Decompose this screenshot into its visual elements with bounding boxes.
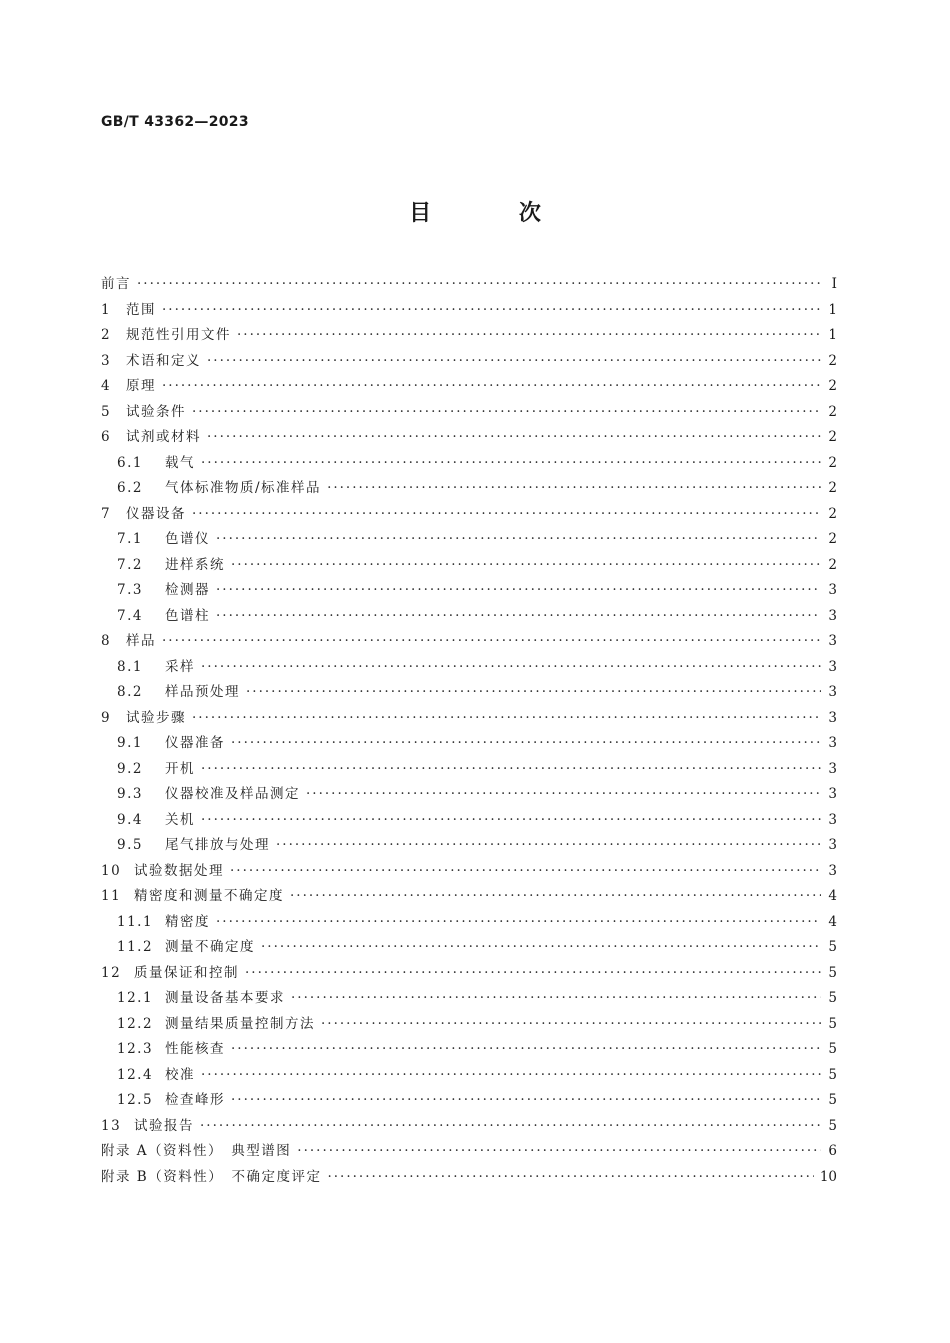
toc-entry-page: 2 — [828, 480, 837, 496]
toc-entry-number: 7.2 — [117, 556, 143, 573]
toc-entry[interactable] — [101, 451, 837, 477]
page-title: 目 次 — [409, 201, 581, 226]
toc-entry-page: 3 — [828, 862, 837, 879]
toc-entry[interactable] — [101, 425, 837, 451]
toc-entry-page: 3 — [828, 709, 837, 726]
toc-entry-number: 6.1 — [117, 454, 143, 471]
toc-entry-label: 精密度和测量不确定度 — [134, 888, 284, 904]
toc-dot-leader — [327, 1165, 813, 1191]
toc-dot-leader — [261, 935, 821, 961]
toc-entry-number: 9.5 — [117, 837, 143, 853]
toc-entry-page: 1 — [828, 301, 837, 318]
toc-entry-page: 3 — [828, 837, 837, 853]
toc-entry-page: 5 — [828, 939, 837, 955]
toc-entry-page: 3 — [828, 582, 837, 598]
toc-entry-label: 试验步骤 — [126, 709, 186, 726]
toc-entry-page: 5 — [828, 1015, 837, 1032]
toc-entry-page: 2 — [828, 352, 837, 369]
toc-entry-page: 2 — [828, 556, 837, 573]
toc-entry-label: 试验条件 — [126, 403, 186, 420]
toc-entry-label: 测量设备基本要求 — [165, 990, 285, 1006]
toc-dot-leader — [276, 833, 821, 859]
toc-entry[interactable] — [101, 680, 837, 706]
toc-entry[interactable] — [101, 298, 837, 324]
toc-entry-label: 精密度 — [165, 913, 210, 930]
toc-entry-page: 5 — [828, 990, 837, 1006]
toc-entry-page: 3 — [828, 811, 837, 828]
toc-entry-number: 9.4 — [117, 811, 143, 828]
toc-entry-number: 10 — [101, 862, 122, 879]
toc-entry-label: 气体标准物质/标准样品 — [165, 480, 322, 496]
toc-dot-leader — [216, 910, 821, 936]
toc-entry-page: 10 — [819, 1168, 837, 1185]
toc-entry[interactable] — [101, 655, 837, 681]
table-of-contents — [101, 272, 837, 1190]
toc-entry-page: 3 — [828, 760, 837, 777]
toc-entry[interactable] — [101, 782, 837, 808]
toc-entry-number: 7.4 — [117, 607, 143, 624]
toc-entry-number: 6.2 — [117, 480, 143, 496]
toc-entry-number: 8.1 — [117, 658, 143, 675]
toc-dot-leader — [216, 604, 821, 630]
toc-entry-page: 3 — [828, 658, 837, 675]
toc-entry[interactable] — [101, 272, 837, 298]
toc-entry-label: 原理 — [126, 378, 156, 394]
toc-entry[interactable] — [101, 629, 837, 655]
toc-entry-page: 3 — [828, 786, 837, 802]
toc-entry[interactable] — [101, 400, 837, 426]
toc-entry-number: 9.1 — [117, 735, 143, 751]
toc-dot-leader — [207, 425, 821, 451]
toc-dot-leader — [230, 859, 821, 885]
toc-entry-number: 13 — [101, 1117, 122, 1134]
toc-dot-leader — [207, 349, 821, 375]
toc-entry[interactable] — [101, 986, 837, 1012]
toc-entry[interactable] — [101, 884, 837, 910]
toc-entry[interactable] — [101, 706, 837, 732]
toc-entry-number: 11.1 — [117, 913, 154, 930]
toc-entry-label: 样品预处理 — [165, 684, 240, 700]
toc-dot-leader — [290, 884, 821, 910]
toc-entry-label: 前言 — [101, 276, 131, 292]
toc-entry-number: 9 — [101, 709, 112, 726]
toc-entry[interactable] — [101, 1012, 837, 1038]
toc-dot-leader — [201, 451, 821, 477]
toc-entry-label: 仪器准备 — [165, 735, 225, 751]
toc-entry-page: 3 — [828, 735, 837, 751]
toc-entry-number: 7 — [101, 505, 112, 522]
toc-entry[interactable] — [101, 910, 837, 936]
toc-dot-leader — [216, 527, 821, 553]
toc-entry-number: 4 — [101, 378, 112, 394]
toc-entry-number: 8.2 — [117, 684, 143, 700]
toc-entry[interactable] — [101, 604, 837, 630]
toc-dot-leader — [137, 272, 821, 298]
toc-dot-leader — [201, 1063, 821, 1089]
toc-entry-number: 6 — [101, 429, 112, 445]
toc-entry-label: 测量结果质量控制方法 — [165, 1015, 315, 1032]
toc-dot-leader — [231, 731, 821, 757]
toc-entry-page: 5 — [828, 1066, 837, 1083]
toc-dot-leader — [192, 706, 821, 732]
toc-entry[interactable] — [101, 1037, 837, 1063]
toc-entry-label: 尾气排放与处理 — [165, 837, 270, 853]
toc-entry[interactable] — [101, 1114, 837, 1140]
toc-entry-number: 12 — [101, 964, 122, 981]
toc-entry-number: 7.3 — [117, 582, 143, 598]
toc-entry[interactable] — [101, 833, 837, 859]
toc-entry-number: 12.2 — [117, 1015, 154, 1032]
toc-entry-label: 色谱仪 — [165, 531, 210, 547]
toc-entry-number: 11 — [101, 888, 122, 904]
toc-entry-label: 试验数据处理 — [134, 862, 224, 879]
toc-entry[interactable] — [101, 1088, 837, 1114]
toc-entry-label: 质量保证和控制 — [134, 964, 239, 981]
toc-entry-label: 仪器设备 — [126, 505, 186, 522]
toc-entry-page: 6 — [828, 1143, 837, 1159]
toc-entry-page: 2 — [828, 403, 837, 420]
toc-entry[interactable] — [101, 502, 837, 528]
toc-entry-page: 5 — [828, 1041, 837, 1057]
toc-entry-label: 色谱柱 — [165, 607, 210, 624]
toc-entry[interactable] — [101, 374, 837, 400]
toc-dot-leader — [231, 1088, 821, 1114]
toc-entry-number: 8 — [101, 633, 112, 649]
toc-dot-leader — [201, 655, 821, 681]
toc-entry-label: 仪器校准及样品测定 — [165, 786, 300, 802]
toc-dot-leader — [231, 553, 821, 579]
toc-entry[interactable] — [101, 757, 837, 783]
toc-entry-page: 4 — [828, 913, 837, 930]
toc-entry-number: 1 — [101, 301, 112, 318]
toc-entry-number: 7.1 — [117, 531, 143, 547]
toc-dot-leader — [321, 1012, 821, 1038]
toc-dot-leader — [192, 400, 821, 426]
toc-entry-number: 12.3 — [117, 1041, 154, 1057]
toc-entry[interactable] — [101, 1063, 837, 1089]
toc-dot-leader — [246, 680, 821, 706]
toc-entry-page: 3 — [828, 684, 837, 700]
toc-dot-leader — [231, 1037, 821, 1063]
toc-entry-number: 5 — [101, 403, 112, 420]
toc-entry-number: 3 — [101, 352, 112, 369]
toc-entry-page: 2 — [828, 505, 837, 522]
toc-dot-leader — [201, 808, 821, 834]
toc-entry[interactable] — [101, 859, 837, 885]
toc-entry-number: 11.2 — [117, 939, 154, 955]
toc-entry-number: 9.3 — [117, 786, 143, 802]
toc-entry-page: 2 — [828, 454, 837, 471]
toc-entry-number: 12.1 — [117, 990, 154, 1006]
toc-entry[interactable] — [101, 1139, 837, 1165]
toc-entry[interactable] — [101, 349, 837, 375]
toc-entry-label: 关机 — [165, 811, 195, 828]
toc-entry-page: 2 — [828, 531, 837, 547]
toc-entry-label: 附录 A（资料性） 典型谱图 — [101, 1143, 292, 1159]
toc-entry-label: 测量不确定度 — [165, 939, 255, 955]
toc-entry-label: 试验报告 — [134, 1117, 194, 1134]
toc-entry-label: 检查峰形 — [165, 1092, 225, 1108]
toc-entry-number: 2 — [101, 327, 112, 343]
toc-dot-leader — [245, 961, 821, 987]
toc-entry-label: 试剂或材料 — [126, 429, 201, 445]
toc-entry-number: 12.4 — [117, 1066, 154, 1083]
toc-entry-label: 性能核查 — [165, 1041, 225, 1057]
toc-entry-number: 12.5 — [117, 1092, 154, 1108]
toc-dot-leader — [162, 298, 821, 324]
toc-entry-page: 2 — [828, 429, 837, 445]
toc-dot-leader — [162, 374, 821, 400]
toc-entry-page: 4 — [828, 888, 837, 904]
toc-dot-leader — [192, 502, 821, 528]
toc-entry-label: 进样系统 — [165, 556, 225, 573]
standard-code: GB/T 43362—2023 — [101, 114, 249, 130]
toc-entry-label: 采样 — [165, 658, 195, 675]
toc-entry[interactable] — [101, 527, 837, 553]
toc-dot-leader — [200, 1114, 821, 1140]
toc-entry[interactable] — [101, 553, 837, 579]
toc-entry-page: 3 — [828, 633, 837, 649]
toc-dot-leader — [216, 578, 821, 604]
toc-entry-number: 9.2 — [117, 760, 143, 777]
toc-entry-page: Ⅰ — [831, 276, 837, 292]
toc-dot-leader — [201, 757, 821, 783]
toc-entry[interactable] — [101, 808, 837, 834]
toc-entry-page: 2 — [828, 378, 837, 394]
toc-dot-leader — [162, 629, 821, 655]
toc-entry[interactable] — [101, 1165, 837, 1191]
toc-dot-leader — [297, 1139, 821, 1165]
toc-entry-page: 3 — [828, 607, 837, 624]
toc-entry[interactable] — [101, 323, 837, 349]
toc-entry-label: 附录 B（资料性） 不确定度评定 — [101, 1168, 322, 1185]
toc-entry-page: 5 — [828, 1092, 837, 1108]
toc-dot-leader — [237, 323, 821, 349]
toc-entry-label: 规范性引用文件 — [126, 327, 231, 343]
toc-entry-page: 5 — [828, 964, 837, 981]
toc-entry-label: 校准 — [165, 1066, 195, 1083]
toc-entry[interactable] — [101, 731, 837, 757]
toc-entry[interactable] — [101, 961, 837, 987]
toc-dot-leader — [306, 782, 821, 808]
toc-entry-label: 范围 — [126, 301, 156, 318]
toc-entry[interactable] — [101, 578, 837, 604]
toc-entry-label: 开机 — [165, 760, 195, 777]
toc-entry-label: 载气 — [165, 454, 195, 471]
toc-entry-label: 样品 — [126, 633, 156, 649]
toc-dot-leader — [291, 986, 821, 1012]
toc-entry-page: 1 — [828, 327, 837, 343]
toc-dot-leader — [327, 476, 821, 502]
toc-entry[interactable] — [101, 935, 837, 961]
toc-entry-label: 术语和定义 — [126, 352, 201, 369]
toc-entry-label: 检测器 — [165, 582, 210, 598]
toc-entry-page: 5 — [828, 1117, 837, 1134]
toc-entry[interactable] — [101, 476, 837, 502]
